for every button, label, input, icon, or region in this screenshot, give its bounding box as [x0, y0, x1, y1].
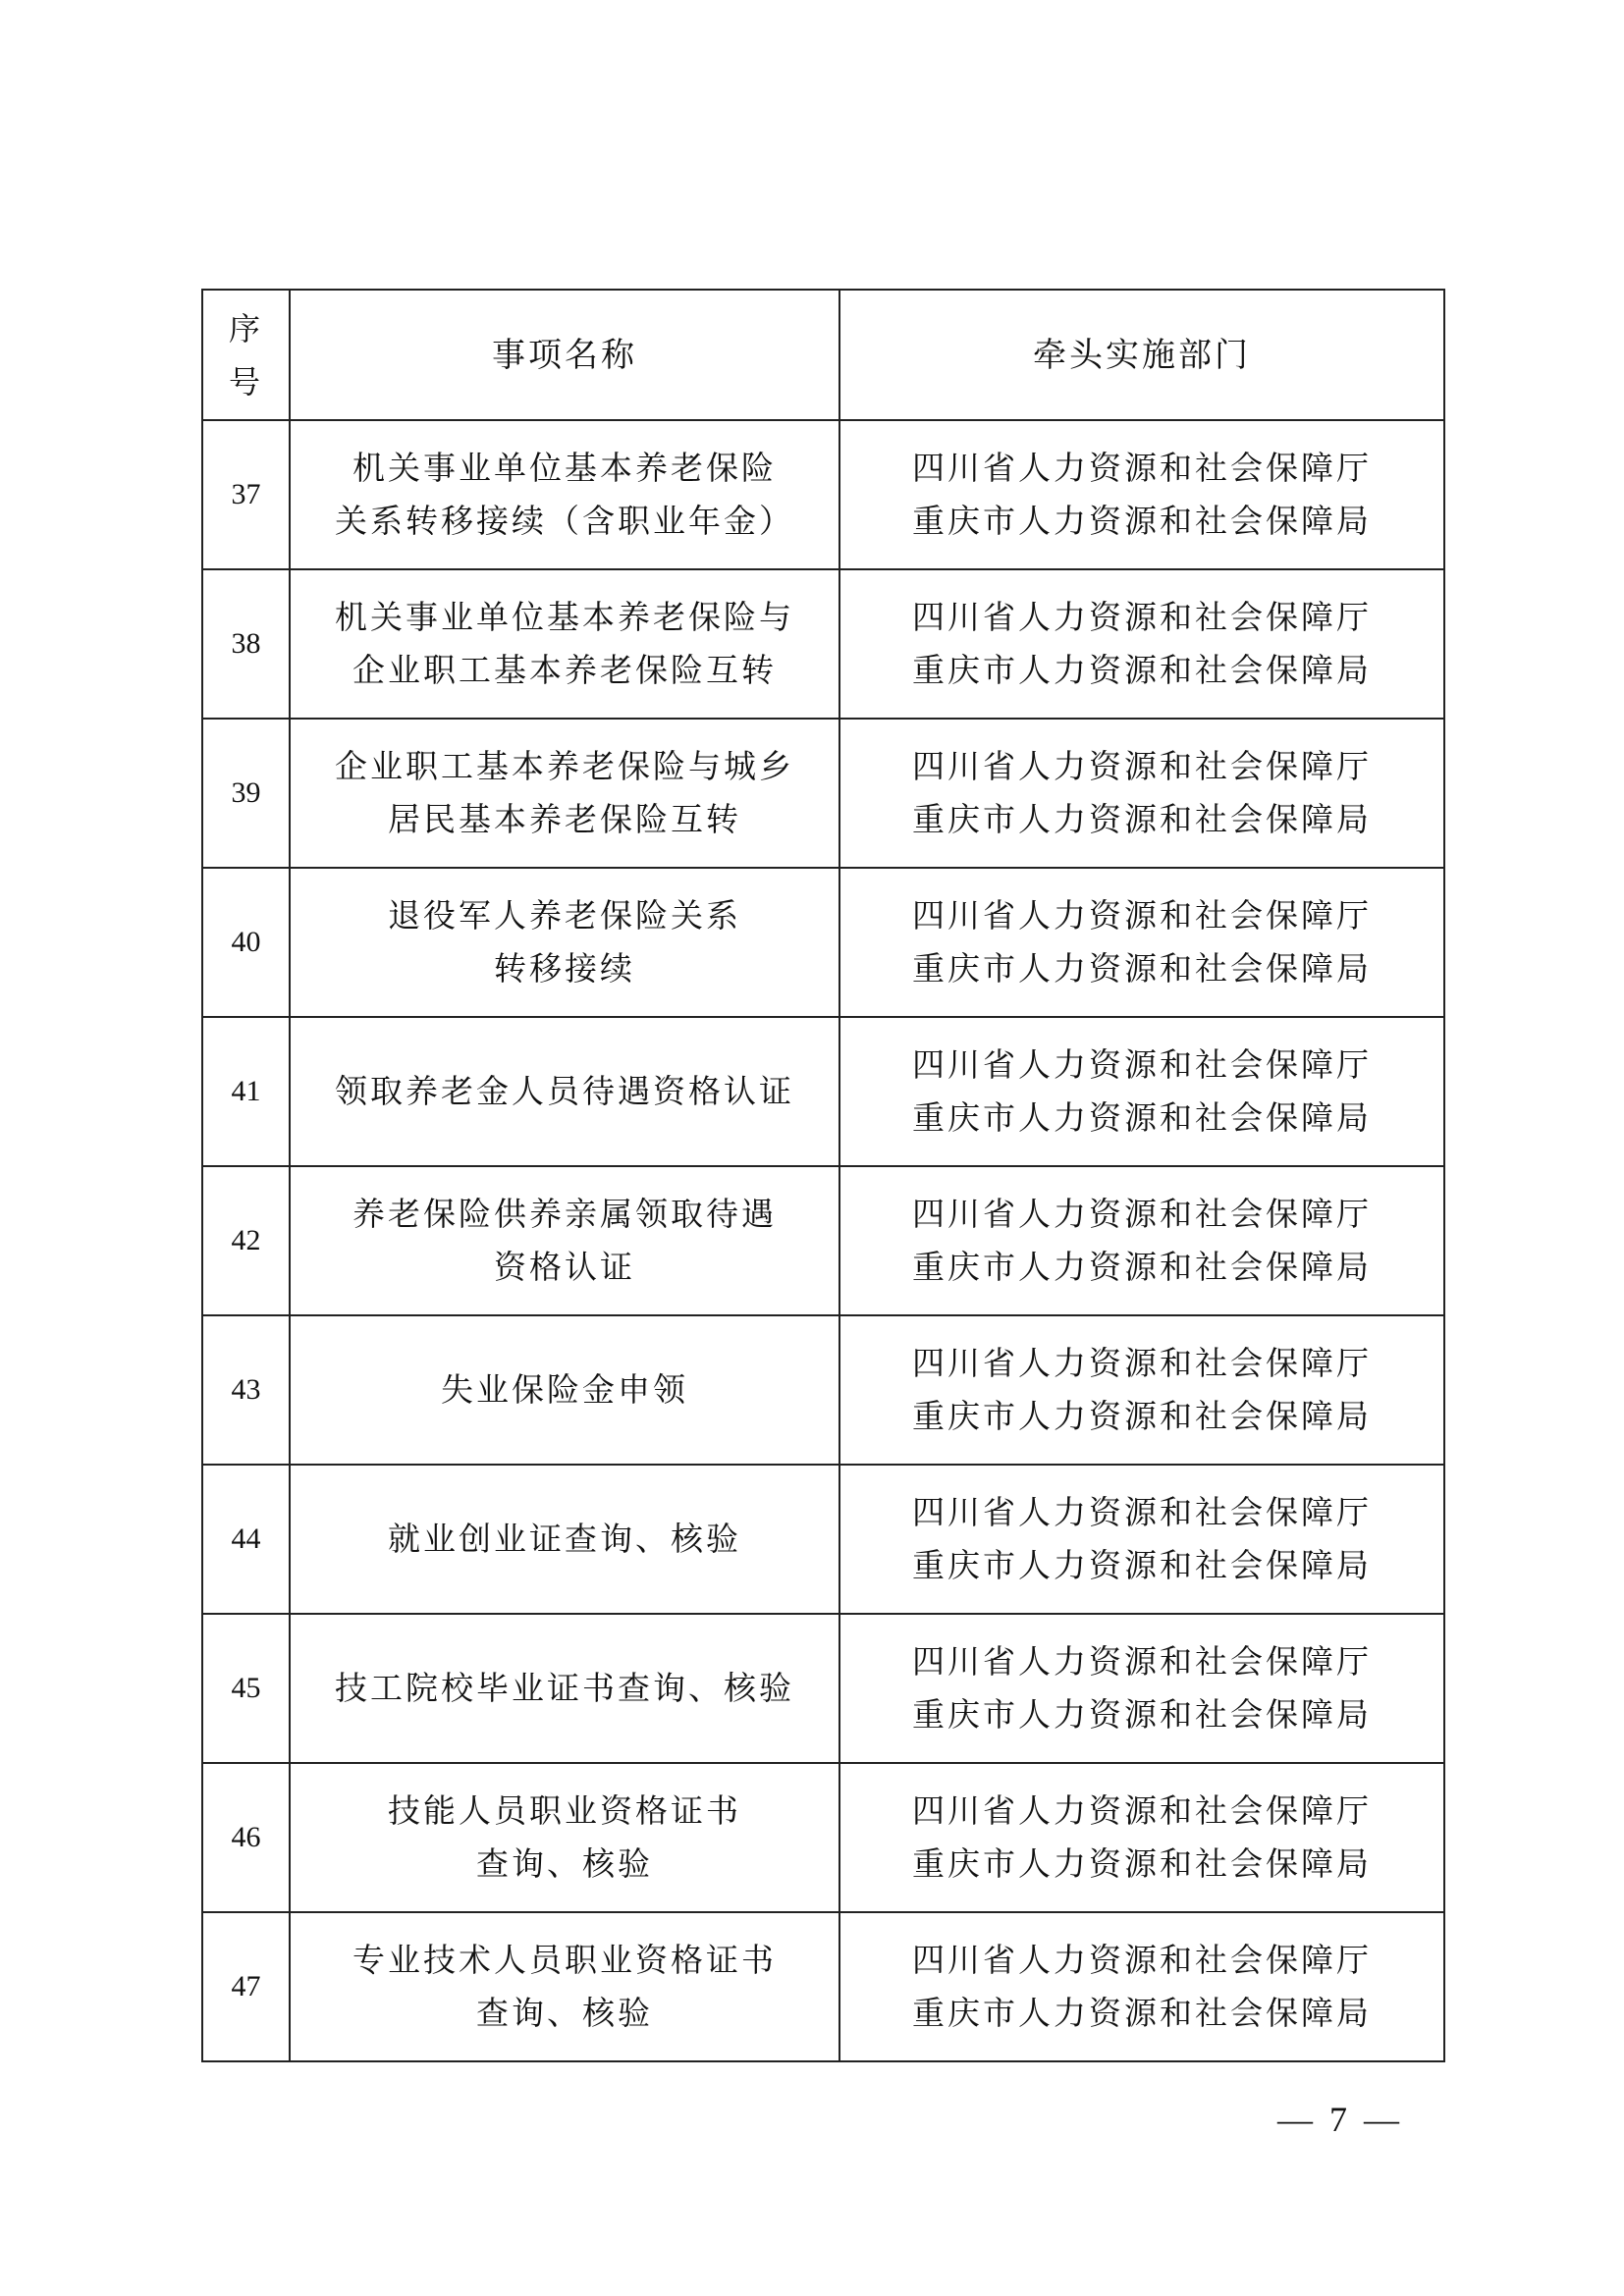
header-name: 事项名称: [290, 290, 839, 420]
row-item-name: [290, 1017, 839, 1166]
row-seq: 38: [202, 569, 290, 719]
item-name-line: 查询、核验: [476, 1844, 653, 1883]
item-name-line: 资格认证: [494, 1248, 635, 1286]
department-line: 四川省人力资源和社会保障厅: [912, 747, 1372, 785]
department-line: 四川省人力资源和社会保障厅: [912, 1195, 1372, 1233]
row-seq: 40: [202, 868, 290, 1017]
table-body: [202, 420, 1444, 2061]
item-name-line: 失业保险金申领: [441, 1370, 688, 1409]
item-name-line: 查询、核验: [476, 1994, 653, 2032]
department-line: 重庆市人力资源和社会保障局: [912, 1695, 1372, 1734]
row-seq: 44: [202, 1465, 290, 1614]
row-lead-department: [839, 1166, 1444, 1315]
table-row: [202, 1912, 1444, 2061]
item-name-line: 企业职工基本养老保险与城乡: [335, 747, 794, 785]
header-seq-line2: 号: [228, 362, 263, 400]
table-row: [202, 1465, 1444, 1614]
row-lead-department: [839, 569, 1444, 719]
row-item-name: [290, 1166, 839, 1315]
item-name-line: 关系转移接续（含职业年金）: [335, 502, 794, 540]
row-item-name: [290, 420, 839, 569]
row-item-name: [290, 1315, 839, 1465]
row-item-name: [290, 1763, 839, 1912]
header-dept: 牵头实施部门: [839, 290, 1444, 420]
row-item-name: [290, 569, 839, 719]
row-lead-department: [839, 1763, 1444, 1912]
row-item-name: [290, 1465, 839, 1614]
department-line: 四川省人力资源和社会保障厅: [912, 449, 1372, 487]
row-seq: 41: [202, 1017, 290, 1166]
department-line: 重庆市人力资源和社会保障局: [912, 1844, 1372, 1883]
row-seq: 46: [202, 1763, 290, 1912]
table-header-row: [202, 290, 1444, 420]
table-row: [202, 569, 1444, 719]
department-line: 重庆市人力资源和社会保障局: [912, 651, 1372, 689]
item-name-line: 专业技术人员职业资格证书: [352, 1941, 777, 1979]
department-line: 重庆市人力资源和社会保障局: [912, 1098, 1372, 1137]
row-lead-department: [839, 868, 1444, 1017]
table-row: [202, 420, 1444, 569]
header-seq-line1: 序: [228, 309, 263, 347]
row-lead-department: [839, 1465, 1444, 1614]
item-name-line: 领取养老金人员待遇资格认证: [335, 1072, 794, 1110]
row-lead-department: [839, 719, 1444, 868]
department-line: 四川省人力资源和社会保障厅: [912, 1642, 1372, 1681]
item-name-line: 居民基本养老保险互转: [388, 800, 741, 838]
table-row: [202, 1017, 1444, 1166]
department-line: 四川省人力资源和社会保障厅: [912, 1344, 1372, 1382]
row-lead-department: [839, 1315, 1444, 1465]
row-seq: 43: [202, 1315, 290, 1465]
department-line: 四川省人力资源和社会保障厅: [912, 1493, 1372, 1531]
department-line: 重庆市人力资源和社会保障局: [912, 1994, 1372, 2032]
page-number: — 7 —: [1277, 2100, 1403, 2139]
department-line: 四川省人力资源和社会保障厅: [912, 1941, 1372, 1979]
row-lead-department: [839, 1017, 1444, 1166]
item-name-line: 养老保险供养亲属领取待遇: [352, 1195, 777, 1233]
item-name-line: 机关事业单位基本养老保险与: [335, 598, 794, 636]
row-seq: 37: [202, 420, 290, 569]
item-name-line: 退役军人养老保险关系: [388, 896, 741, 934]
row-item-name: [290, 1614, 839, 1763]
row-seq: 47: [202, 1912, 290, 2061]
row-item-name: [290, 1912, 839, 2061]
department-line: 四川省人力资源和社会保障厅: [912, 896, 1372, 934]
row-lead-department: [839, 1912, 1444, 2061]
department-line: 四川省人力资源和社会保障厅: [912, 1791, 1372, 1830]
row-lead-department: [839, 1614, 1444, 1763]
table-row: [202, 1166, 1444, 1315]
item-name-line: 企业职工基本养老保险互转: [352, 651, 777, 689]
item-name-line: 转移接续: [494, 949, 635, 988]
department-line: 重庆市人力资源和社会保障局: [912, 1248, 1372, 1286]
table-row: [202, 868, 1444, 1017]
item-name-line: 技工院校毕业证书查询、核验: [335, 1669, 794, 1707]
department-line: 重庆市人力资源和社会保障局: [912, 502, 1372, 540]
item-name-line: 机关事业单位基本养老保险: [352, 449, 777, 487]
row-seq: 45: [202, 1614, 290, 1763]
table-row: [202, 1614, 1444, 1763]
item-name-line: 技能人员职业资格证书: [388, 1791, 741, 1830]
department-line: 重庆市人力资源和社会保障局: [912, 800, 1372, 838]
row-seq: 39: [202, 719, 290, 868]
table-row: [202, 1763, 1444, 1912]
row-item-name: [290, 868, 839, 1017]
row-seq: 42: [202, 1166, 290, 1315]
table-row: [202, 719, 1444, 868]
department-line: 重庆市人力资源和社会保障局: [912, 1397, 1372, 1435]
row-item-name: [290, 719, 839, 868]
department-line: 四川省人力资源和社会保障厅: [912, 598, 1372, 636]
item-name-line: 就业创业证查询、核验: [388, 1520, 741, 1558]
department-line: 四川省人力资源和社会保障厅: [912, 1045, 1372, 1084]
department-line: 重庆市人力资源和社会保障局: [912, 1546, 1372, 1584]
items-table: [201, 289, 1445, 2062]
row-lead-department: [839, 420, 1444, 569]
department-line: 重庆市人力资源和社会保障局: [912, 949, 1372, 988]
table-row: [202, 1315, 1444, 1465]
header-seq: [202, 290, 290, 420]
